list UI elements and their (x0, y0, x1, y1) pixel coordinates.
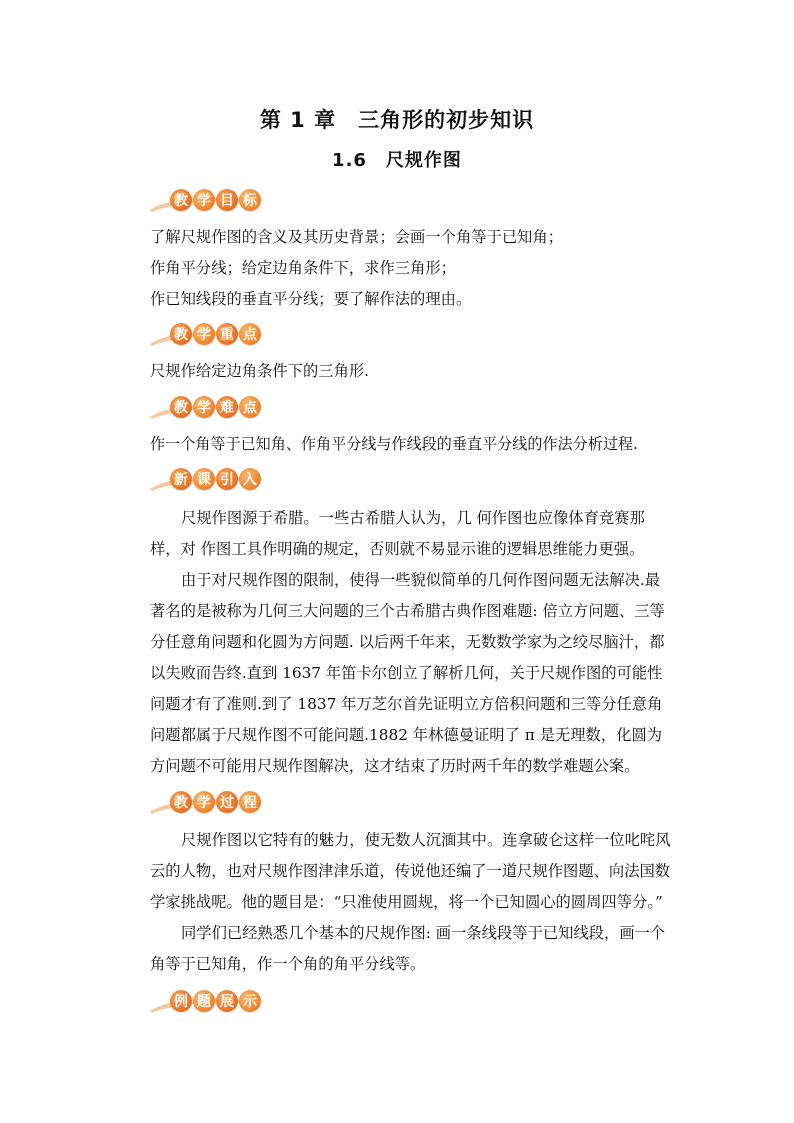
badge-char: 教 (170, 189, 192, 211)
chapter-title: 第 1 章 三角形的初步知识 (259, 108, 535, 132)
badge-char: 学 (193, 189, 215, 211)
badge-char: 程 (239, 791, 261, 813)
badge-char: 过 (216, 791, 238, 813)
process-paragraph: 同学们已经熟悉几个基本的尺规作图: 画一条线段等于已知线段，画一个角等于已知角，作一个角的角平分线等。 (150, 924, 666, 973)
badge-char: 点 (239, 396, 261, 418)
badge-char: 学 (193, 396, 215, 418)
badge-process (148, 789, 258, 817)
badge-char: 学 (193, 323, 215, 345)
badge-char: 入 (239, 468, 261, 490)
badge-char: 标 (239, 189, 261, 211)
objective-line: 作角平分线；给定边角条件下，求作三角形； (150, 259, 456, 277)
badge-teaching-objectives (148, 187, 258, 215)
intro-paragraph: 尺规作图源于希腊。一些古希腊人认为，几 何作图也应像体育竞赛那样，对 作图工具作明确的规定，否则就不易显示谁的逻辑思维能力更强。 (150, 509, 645, 558)
badge-char: 例 (170, 990, 192, 1012)
badge-char: 新 (170, 468, 192, 490)
badge-key-points (148, 321, 258, 349)
badge-char: 示 (239, 990, 261, 1012)
badge-char: 展 (216, 990, 238, 1012)
badge-char: 课 (193, 468, 215, 490)
badge-char: 教 (170, 791, 192, 813)
badge-char: 难 (216, 396, 238, 418)
badge-char: 教 (170, 323, 192, 345)
section-title: 1.6 尺规作图 (332, 150, 462, 171)
key-point-line: 尺规作给定边角条件下的三角形. (150, 362, 370, 380)
badge-char: 题 (193, 990, 215, 1012)
badge-char: 重 (216, 323, 238, 345)
intro-paragraph: 由于对尺规作图的限制，使得一些貌似简单的几何作图问题无法解决.最著名的是被称为几何三大问题的三个古希腊古典作图难题: 倍立方问题、三等分任意角问题和化圆为方问题. 以后两千年来，无数数学家为之绞尽脑汁，都以失败而告终.直到 1637 年笛卡尔创立了解析几何，关于尺规作图的可能性问题才有了准则.到了 1837 年万芝尔首先证明立方倍积问题和三等分任意角问题都属于尺规作图不可能问题.1882 年林德曼证明了 π 是无理数，化圆为方问题不可能用尺规作图解决，这才结束了历时两千年的数学难题公案。 (150, 571, 665, 775)
objective-line: 了解尺规作图的含义及其历史背景；会画一个角等于已知角； (150, 228, 564, 246)
difficulty-line: 作一个角等于已知角、作角平分线与作线段的垂直平分线的作法分析过程. (150, 435, 638, 453)
badge-introduction (148, 466, 258, 494)
badge-difficulties (148, 394, 258, 422)
process-paragraph: 尺规作图以它特有的魅力，使无数人沉湎其中。连拿破仑这样一位叱咤风云的人物，也对尺规作图津津乐道，传说他还编了一道尺规作图题、向法国数学家挑战呢。他的题目是：“只准使用圆规，将一个已知圆心的圆周四等分。” (150, 831, 671, 911)
badge-examples (148, 988, 258, 1016)
objective-line: 作已知线段的垂直平分线；要了解作法的理由。 (150, 290, 472, 308)
badge-char: 目 (216, 189, 238, 211)
badge-char: 引 (216, 468, 238, 490)
badge-char: 学 (193, 791, 215, 813)
badge-char: 教 (170, 396, 192, 418)
badge-char: 点 (239, 323, 261, 345)
